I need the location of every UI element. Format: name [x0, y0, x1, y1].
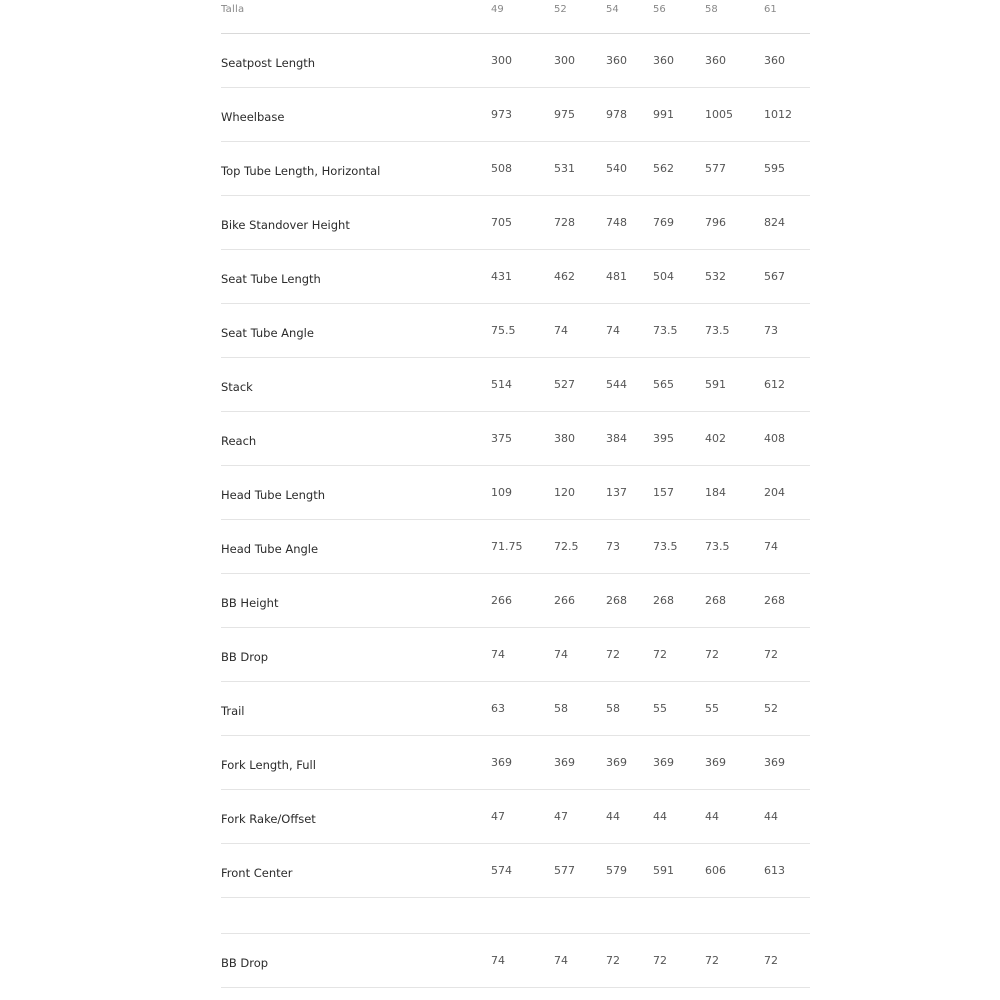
- table-row: [221, 520, 810, 574]
- size-54-header: 54: [606, 4, 619, 15]
- row-value: 508: [491, 162, 512, 175]
- row-value: 369: [491, 756, 512, 769]
- row-value: 74: [491, 648, 505, 661]
- row-value: 360: [653, 54, 674, 67]
- row-label: Fork Length, Full: [221, 758, 316, 772]
- table-row: [221, 250, 810, 304]
- row-value: 595: [764, 162, 785, 175]
- row-value: 72: [653, 954, 667, 967]
- row-value: 44: [764, 810, 778, 823]
- row-label: Seat Tube Length: [221, 272, 321, 286]
- row-label: Reach: [221, 434, 257, 448]
- row-label: BB Height: [221, 596, 279, 610]
- row-value: 360: [606, 54, 627, 67]
- row-value: 375: [491, 432, 512, 445]
- geometry-table: [221, 0, 810, 988]
- row-value: 431: [491, 270, 512, 283]
- row-label: Trail: [221, 704, 245, 718]
- row-value: 74: [554, 324, 568, 337]
- row-value: 591: [653, 864, 674, 877]
- row-label: Wheelbase: [221, 110, 285, 124]
- row-value: 73.5: [705, 324, 730, 337]
- row-label: Bike Standover Height: [221, 218, 350, 232]
- row-value: 74: [606, 324, 620, 337]
- table-spacer-row: [221, 898, 810, 934]
- row-value: 514: [491, 378, 512, 391]
- row-value: 72: [705, 648, 719, 661]
- row-value: 73.5: [653, 324, 678, 337]
- table-row: [221, 34, 810, 88]
- row-value: 824: [764, 216, 785, 229]
- row-value: 728: [554, 216, 575, 229]
- row-value: 369: [554, 756, 575, 769]
- row-value: 540: [606, 162, 627, 175]
- row-value: 565: [653, 378, 674, 391]
- row-value: 109: [491, 486, 512, 499]
- row-value: 606: [705, 864, 726, 877]
- row-value: 74: [491, 954, 505, 967]
- row-value: 157: [653, 486, 674, 499]
- table-header-row: [221, 0, 810, 34]
- row-value: 72: [764, 648, 778, 661]
- row-value: 137: [606, 486, 627, 499]
- row-value: 63: [491, 702, 505, 715]
- row-value: 74: [554, 954, 568, 967]
- table-row: [221, 142, 810, 196]
- row-value: 613: [764, 864, 785, 877]
- row-value: 47: [491, 810, 505, 823]
- row-value: 72.5: [554, 540, 579, 553]
- row-value: 562: [653, 162, 674, 175]
- row-value: 52: [764, 702, 778, 715]
- row-value: 769: [653, 216, 674, 229]
- row-label: BB Drop: [221, 650, 269, 664]
- row-value: 369: [606, 756, 627, 769]
- row-value: 360: [764, 54, 785, 67]
- row-value: 72: [653, 648, 667, 661]
- row-value: 574: [491, 864, 512, 877]
- row-value: 462: [554, 270, 575, 283]
- row-value: 72: [764, 954, 778, 967]
- table-row: [221, 628, 810, 682]
- row-value: 978: [606, 108, 627, 121]
- row-label: Head Tube Angle: [221, 542, 319, 556]
- row-value: 55: [653, 702, 667, 715]
- row-value: 1005: [705, 108, 733, 121]
- row-value: 1012: [764, 108, 792, 121]
- row-value: 360: [705, 54, 726, 67]
- row-value: 591: [705, 378, 726, 391]
- row-value: 72: [606, 954, 620, 967]
- row-value: 44: [653, 810, 667, 823]
- row-value: 369: [764, 756, 785, 769]
- row-value: 58: [554, 702, 568, 715]
- table-body: [221, 34, 810, 898]
- row-value: 72: [705, 954, 719, 967]
- row-value: 58: [606, 702, 620, 715]
- table-row: [221, 790, 810, 844]
- size-56-header: 56: [653, 4, 666, 15]
- table-row: [221, 358, 810, 412]
- row-value: 71.75: [491, 540, 523, 553]
- size-58-header: 58: [705, 4, 718, 15]
- row-value: 408: [764, 432, 785, 445]
- table-row: [221, 304, 810, 358]
- row-value: 75.5: [491, 324, 516, 337]
- row-value: 532: [705, 270, 726, 283]
- table-row: [221, 196, 810, 250]
- row-value: 402: [705, 432, 726, 445]
- row-value: 796: [705, 216, 726, 229]
- row-label: Seatpost Length: [221, 56, 316, 70]
- size-49-header: 49: [491, 4, 504, 15]
- row-label: Seat Tube Angle: [221, 326, 314, 340]
- row-value: 74: [764, 540, 778, 553]
- row-value: 384: [606, 432, 627, 445]
- row-value: 268: [764, 594, 785, 607]
- row-value: 300: [491, 54, 512, 67]
- row-value: 120: [554, 486, 575, 499]
- row-value: 579: [606, 864, 627, 877]
- row-value: 72: [606, 648, 620, 661]
- row-value: 991: [653, 108, 674, 121]
- row-value: 268: [606, 594, 627, 607]
- row-value: 380: [554, 432, 575, 445]
- row-value: 47: [554, 810, 568, 823]
- row-value: 527: [554, 378, 575, 391]
- table-row: [221, 466, 810, 520]
- row-value: 73: [764, 324, 778, 337]
- row-value: 975: [554, 108, 575, 121]
- row-value: 44: [705, 810, 719, 823]
- row-value: 73: [606, 540, 620, 553]
- row-label: BB Drop: [221, 956, 269, 970]
- row-value: 577: [554, 864, 575, 877]
- table-row: [221, 934, 810, 988]
- row-value: 531: [554, 162, 575, 175]
- row-label: Top Tube Length, Horizontal: [221, 164, 381, 178]
- row-value: 73.5: [705, 540, 730, 553]
- row-label: Front Center: [221, 866, 293, 880]
- size-61-header: 61: [764, 4, 777, 15]
- row-value: 973: [491, 108, 512, 121]
- row-value: 748: [606, 216, 627, 229]
- row-value: 369: [705, 756, 726, 769]
- row-value: 369: [653, 756, 674, 769]
- row-value: 577: [705, 162, 726, 175]
- row-label: Head Tube Length: [221, 488, 325, 502]
- size-52-header: 52: [554, 4, 567, 15]
- row-label: Fork Rake/Offset: [221, 812, 316, 826]
- row-value: 705: [491, 216, 512, 229]
- row-value: 567: [764, 270, 785, 283]
- row-value: 300: [554, 54, 575, 67]
- row-value: 268: [653, 594, 674, 607]
- size-header-label: Talla: [221, 4, 245, 15]
- row-value: 44: [606, 810, 620, 823]
- table-row: [221, 844, 810, 898]
- row-value: 544: [606, 378, 627, 391]
- table-row: [221, 682, 810, 736]
- row-value: 73.5: [653, 540, 678, 553]
- row-value: 268: [705, 594, 726, 607]
- table-row: [221, 574, 810, 628]
- row-value: 184: [705, 486, 726, 499]
- table-row: [221, 736, 810, 790]
- row-value: 266: [491, 594, 512, 607]
- row-label: Stack: [221, 380, 253, 394]
- row-value: 266: [554, 594, 575, 607]
- table-row: [221, 88, 810, 142]
- row-value: 55: [705, 702, 719, 715]
- row-value: 204: [764, 486, 785, 499]
- table-row: [221, 412, 810, 466]
- row-value: 481: [606, 270, 627, 283]
- row-value: 504: [653, 270, 674, 283]
- row-value: 395: [653, 432, 674, 445]
- row-value: 74: [554, 648, 568, 661]
- row-value: 612: [764, 378, 785, 391]
